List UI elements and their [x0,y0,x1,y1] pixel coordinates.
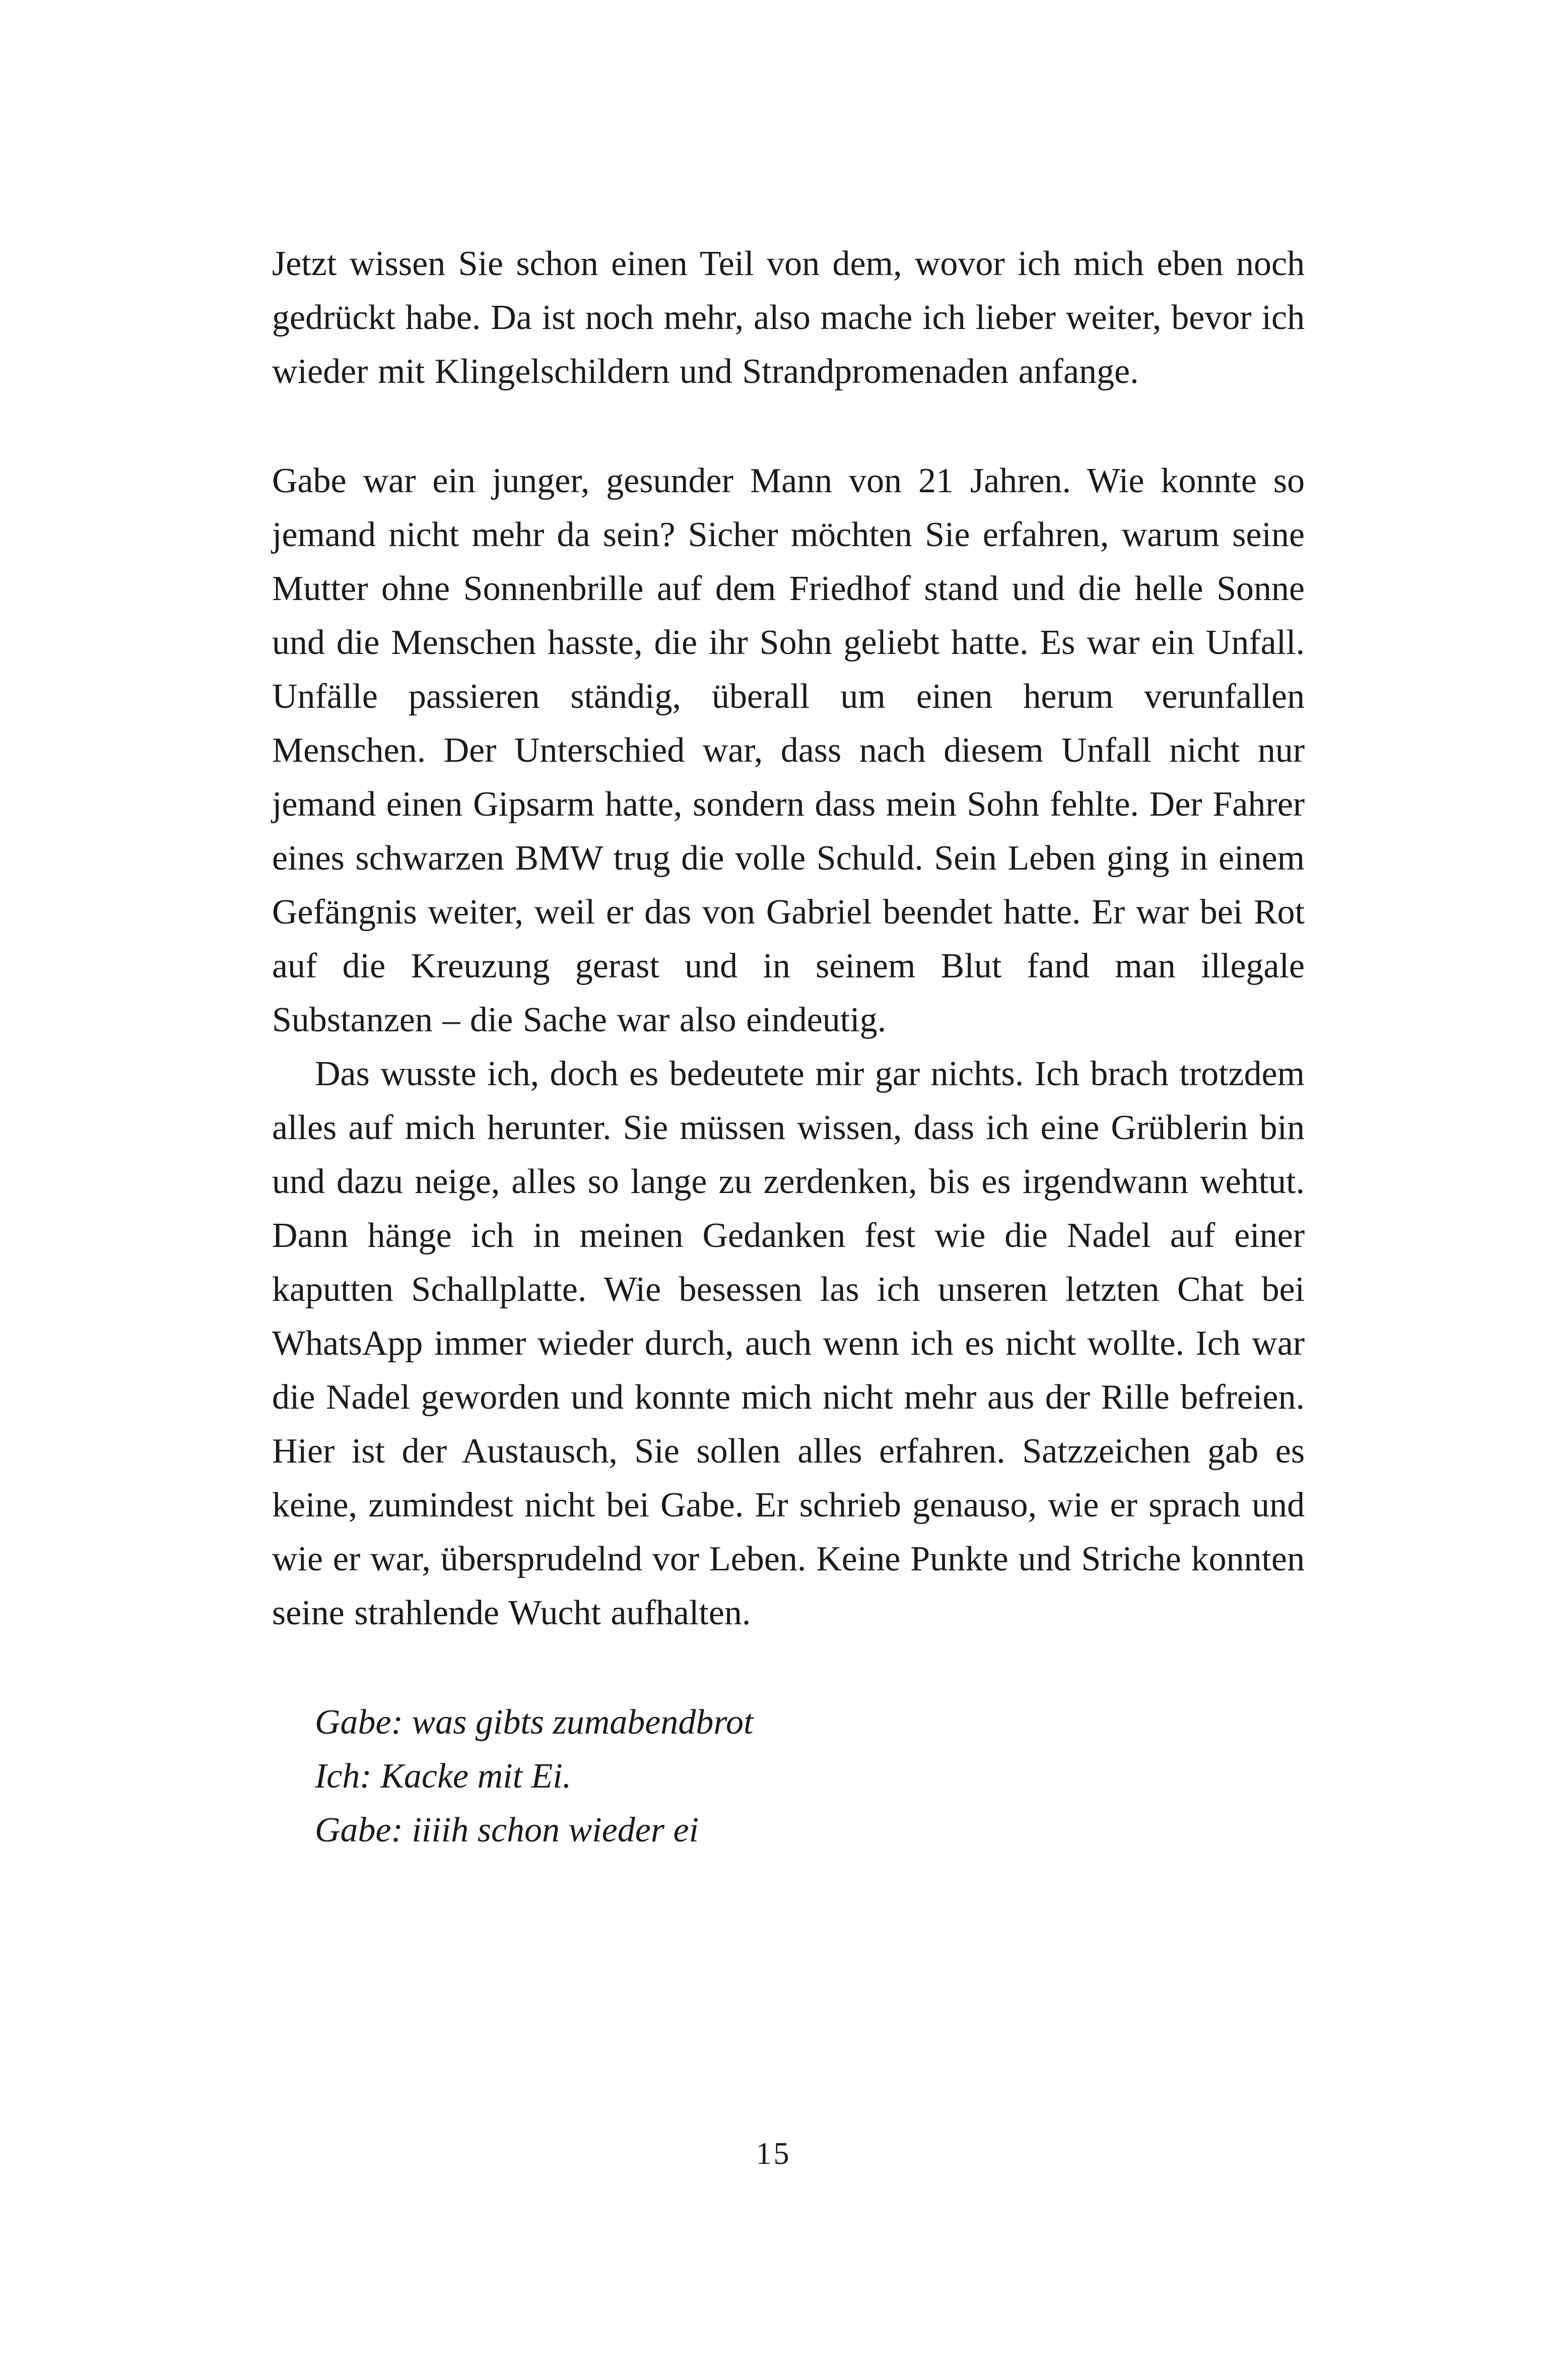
chat-line-3: Gabe: iiiih schon wieder ei [315,1811,699,1849]
paragraph-1: Jetzt wissen Sie schon einen Teil von dem, wovor ich mich eben noch gedrückt habe. Da ist noch mehr, also mache ich lieber weiter, bevor ich wieder mit Klingelschildern und Strandpromenaden anfange. [272,244,1305,391]
chat-speaker: Ich [315,1757,360,1796]
paragraph-2: Gabe war ein junger, gesunder Mann von 21 Jahren. Wie konnte so jemand nicht mehr da sein? Sicher möchten Sie erfahren, warum seine Mutter ohne Sonnenbrille auf dem Friedhof stand und die helle Sonne und die Menschen hasste, die ihr Sohn geliebt hatte. Es war ein Unfall. Unfälle passieren ständig, überall um einen herum verunfallen Menschen. Der Unterschied war, dass nach diesem Unfall nicht nur jemand einen Gipsarm hatte, sondern dass mein Sohn fehlte. Der Fahrer eines schwarzen BMW trug die volle Schuld. Sein Leben ging in einem Gefängnis weiter, weil er das von Gabriel beendet hatte. Er war bei Rot auf die Kreuzung gerast und in seinem Blut fand man illegale Substanzen – die Sache war also eindeutig. [272,461,1305,1039]
page-number: 15 [756,2137,791,2171]
chat-speaker: Gabe [315,1811,391,1849]
paragraph-3: Das wusste ich, doch es bedeutete mir gar nichts. Ich brach trotzdem alles auf mich herunter. Sie müssen wissen, dass ich eine Grüblerin bin und dazu neige, alles so lange zu zerdenken, bis es irgendwann wehtut. Dann hänge ich in meinen Gedanken fest wie die Nadel auf einer kaputten Schallplatte. Wie besessen las ich unseren letzten Chat bei WhatsApp immer wieder durch, auch wenn ich es nicht wollte. Ich war die Nadel geworden und konnte mich nicht mehr aus der Rille befreien. Hier ist der Austausch, Sie sollen alles erfahren. Satzzeichen gab es keine, zumindest nicht bei Gabe. Er schrieb genauso, wie er sprach und wie er war, übersprudelnd vor Leben. Keine Punkte und Striche konnten seine strahlende Wucht aufhalten. [272,1054,1305,1632]
chat-message: Kacke mit Ei. [380,1757,572,1796]
chat-speaker: Gabe [315,1703,391,1742]
book-page-body [272,237,1305,1857]
chat-transcript [272,1695,1305,1857]
chat-line-1: Gabe: was gibts zumabendbrot [315,1703,754,1742]
chat-message: was gibts zumabendbrot [412,1703,754,1742]
chat-line-2: Ich: Kacke mit Ei. [315,1757,572,1796]
section-gap [272,1640,1305,1695]
section-gap [272,399,1305,454]
chat-message: iiiih schon wieder ei [412,1811,699,1849]
